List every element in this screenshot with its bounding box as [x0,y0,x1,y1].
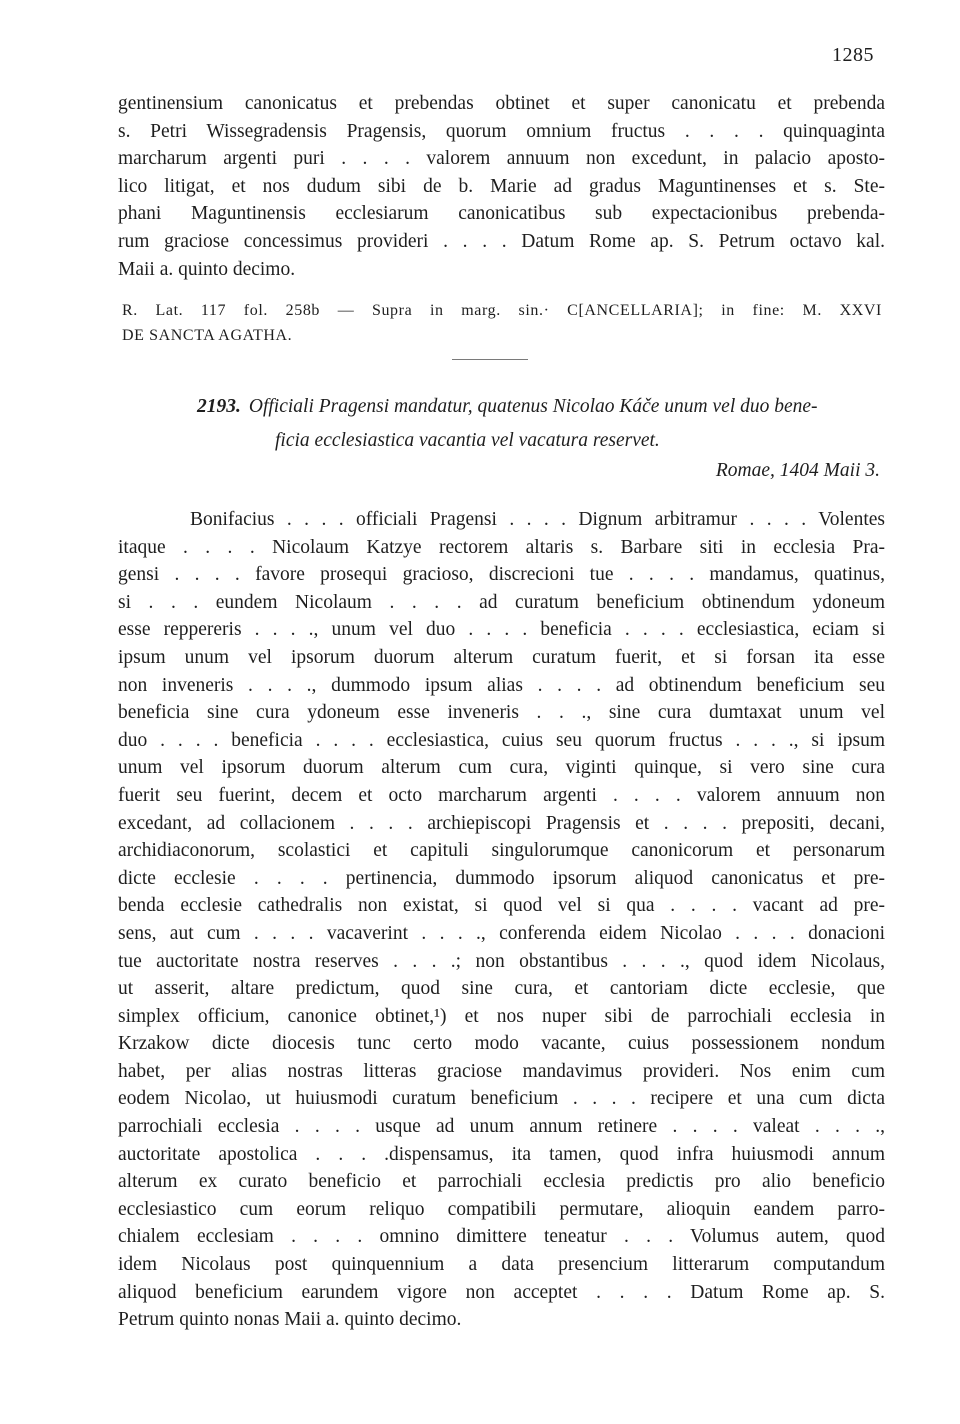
text-line: non inveneris . . . ., dummodo ipsum alias . . . . ad obtinendum beneficium seu [118,674,885,696]
text-line: Bonifacius . . . . officiali Pragensi . . . . Dignum arbitramur . . . . Volentes [190,509,885,530]
document-heading [197,394,887,420]
text-line: idem Nicolaus post quinquennium a data presencium litterarum computandum [118,1254,885,1276]
text-line: phani Maguntinensis ecclesiarum canonicatibus sub expectacionibus prebenda- [118,203,885,225]
archival-reference [122,298,882,348]
text-line: dicte ecclesie . . . . pertinencia, dummodo ipsorum aliquod canonicatus et pre- [118,867,885,889]
text-line: Petrum quinto nonas Maii a. quinto decimo. [118,1309,462,1331]
document-summary-continued: ficia ecclesiastica vacantia vel vacatura reservet. [275,430,660,451]
text-line: Krzakow dicte diocesis tunc certo modo vacante, cuius possessionem nondum [118,1033,885,1055]
section-divider [452,359,528,360]
text-line: s. Petri Wissegradensis Pragensis, quorum omnium fructus . . . . quinquaginta [118,120,885,142]
text-line: excedant, ad collacionem . . . . archiepiscopi Pragensis et . . . . prepositi, decani, [118,812,885,834]
text-line: tue auctoritate nostra reserves . . . .; non obstantibus . . . ., quod idem Nicolaus, [118,950,885,972]
document-summary: Officiali Pragensi mandatur, quatenus Nicolao Káče unum vel duo bene- [248,396,818,417]
text-line: ecclesiastico cum eorum reliquo compatibili permutare, alioquin eandem parro- [118,1198,885,1220]
text-line: beneficia sine cura ydoneum esse inveneris . . ., sine cura dumtaxat unum vel [118,702,885,724]
text-line: gentinensium canonicatus et prebendas obtinet et super canonicatu et prebenda [118,93,885,114]
text-line: ut asserit, altare predictum, quod sine cura, et cantoriam dicte ecclesie, que [118,978,885,1000]
text-line: habet, per alias nostras litteras graciose mandavimus provideri. Nos enim cum [118,1060,885,1082]
document-date: Romae, 1404 Maii 3. [715,460,880,481]
text-line: aliquod beneficium earundem vigore non acceptet . . . . Datum Rome ap. S. [118,1281,885,1303]
page-number: 1285 [832,44,874,66]
text-line: si . . . eundem Nicolaum . . . . ad curatum beneficium obtinendum ydoneum [118,591,885,613]
text-line: esse reppereris . . . ., unum vel duo . . . . beneficia . . . . ecclesiastica, eciam si [118,619,885,641]
text-line: parrochiali ecclesia . . . . usque ad unum annum retinere . . . . valeat . . . ., [118,1116,885,1138]
text-line: fuerit seu fuerint, decem et octo marcharum argenti . . . . valorem annuum non [118,784,885,806]
previous-document-text [118,90,885,283]
text-line: duo . . . . beneficia . . . . ecclesiastica, cuius seu quorum fructus . . . ., si ipsum [118,729,885,751]
text-line: rum graciose concessimus provideri . . . . Datum Rome ap. S. Petrum octavo kal. [118,230,885,252]
document-body [118,506,885,1334]
text-line: chialem ecclesiam . . . . omnino dimittere teneatur . . . Volumus autem, quod [118,1226,885,1248]
text-line: alterum ex curato beneficio et parrochiali ecclesia predictis pro alio beneficio [118,1171,885,1193]
text-line: itaque . . . . Nicolaum Katzye rectorem altaris s. Barbare siti in ecclesia Pra- [118,536,885,558]
text-line: benda ecclesie cathedralis non existat, si quod vel si qua . . . . vacant ad pre- [118,895,885,917]
text-line: sens, aut cum . . . . vacaverint . . . ., conferenda eidem Nicolao . . . . donacioni [118,922,885,944]
text-line: marcharum argenti puri . . . . valorem annuum non excedunt, in palacio aposto- [118,148,885,170]
text-line: eodem Nicolao, ut huiusmodi curatum beneficium . . . . recipere et una cum dicta [118,1088,885,1110]
text-line: simplex officium, canonice obtinet,¹) et nos nuper sibi de parrochiali ecclesia in [118,1005,885,1027]
text-line: gensi . . . . favore prosequi gracioso, discrecioni tue . . . . mandamus, quatinus, [118,564,885,586]
text-line: lico litigat, et nos dudum sibi de b. Marie ad gradus Maguntinenses et s. Ste- [118,175,885,197]
text-line: Maii a. quinto decimo. [118,258,296,280]
reference-line: DE SANCTA AGATHA. [122,327,293,344]
text-line: auctoritate apostolica . . . .dispensamus, ita tamen, quod infra huiusmodi annum [118,1143,885,1165]
document-number: 2193. [197,396,241,417]
text-line: archidiaconorum, scolastici et capituli singulorumque canonicorum et personarum [118,840,885,862]
text-line: unum vel ipsorum duorum alterum cum cura, viginti quinque, si vero sine cura [118,757,885,779]
text-line: ipsum unum vel ipsorum duorum alterum curatum fuerit, et si forsan ita esse [118,646,885,668]
reference-line: R. Lat. 117 fol. 258b — Supra in marg. sin.· C[ANCELLARIA]; in fine: M. XXVI [122,302,882,319]
